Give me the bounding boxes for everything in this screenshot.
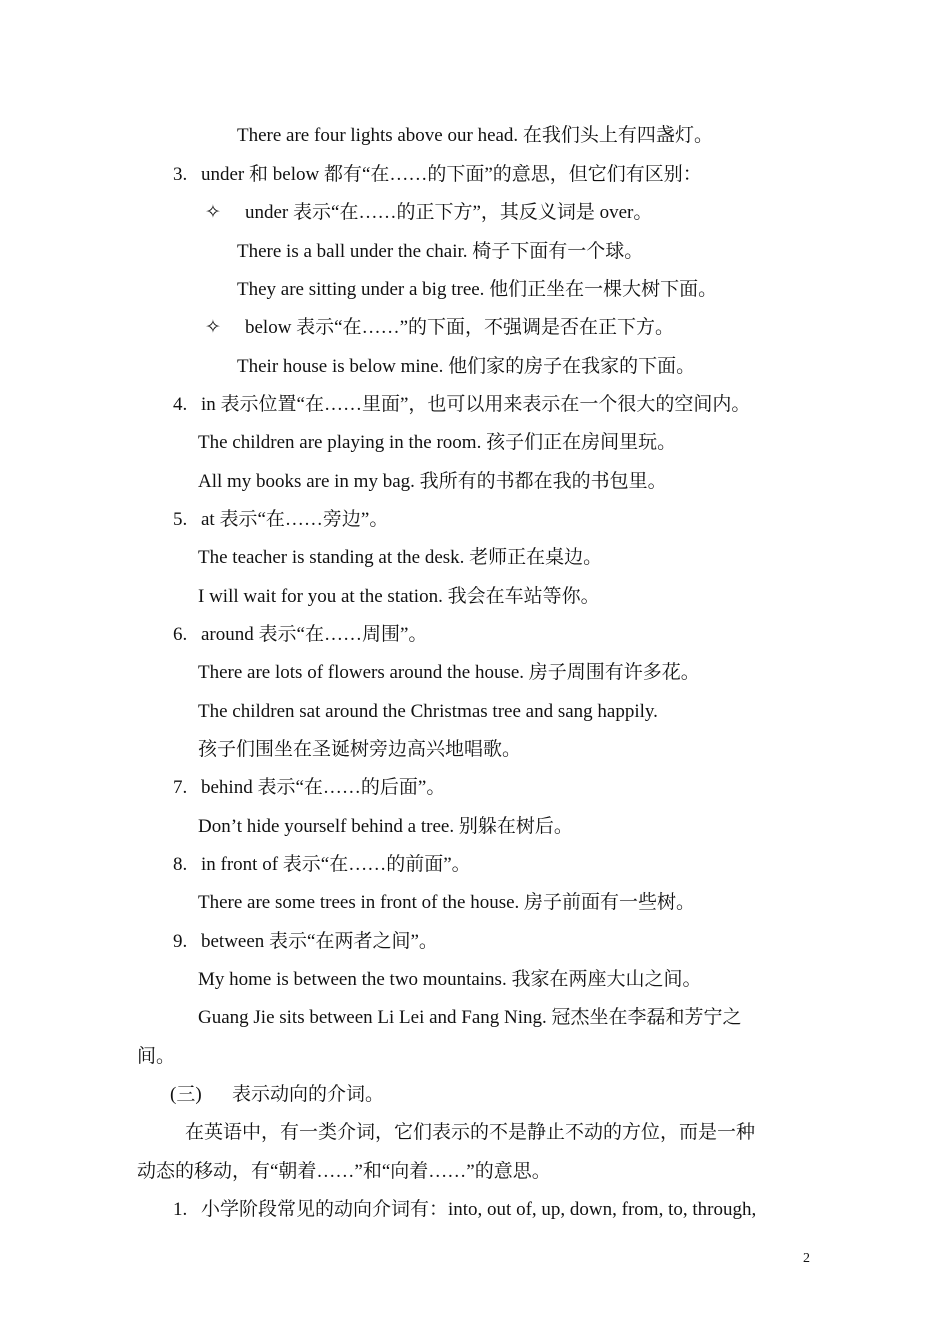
list-text: 小学阶段常见的动向介词有：into, out of, up, down, from, to, through, [201,1199,757,1220]
example-sentence: There are lots of flowers around the house. 房子周围有许多花。 [198,662,700,683]
sparkle-bullet-icon: ✧ [205,317,221,338]
example-sentence: Their house is below mine. 他们家的房子在我家的下面。 [237,356,696,377]
example-sentence: My home is between the two mountains. 我家在两座大山之间。 [198,969,702,990]
section-heading [170,1083,384,1107]
list-number: 5. [173,509,188,530]
list-number: 9. [173,931,188,952]
list-item-4 [173,393,750,417]
paragraph-line: 在英语中，有一类介词，它们表示的不是静止不动的方位，而是一种 [185,1122,756,1143]
bullet-below [205,316,674,340]
list-number: 7. [173,777,188,798]
example-sentence: There is a ball under the chair. 椅子下面有一个球。 [237,241,644,262]
example-translation: 孩子们围坐在圣诞树旁边高兴地唱歌。 [198,739,522,760]
list-number: 8. [173,854,188,875]
list-number: 4. [173,394,188,415]
list-text: at 表示“在……旁边”。 [201,509,389,530]
list-item-1 [173,1198,756,1222]
list-number: 6. [173,624,188,645]
bullet-text: below 表示“在……”的下面，不强调是否在正下方。 [245,317,675,338]
sparkle-bullet-icon: ✧ [205,202,221,223]
page-number: 2 [803,1251,810,1266]
list-text: behind 表示“在……的后面”。 [201,777,446,798]
example-sentence: The teacher is standing at the desk. 老师正在桌边。 [198,547,603,568]
list-item-7 [173,776,445,800]
example-sentence: They are sitting under a big tree. 他们正坐在一棵大树下面。 [237,279,718,300]
example-sentence: There are some trees in front of the house. 房子前面有一些树。 [198,892,696,913]
list-number: 3. [173,164,188,185]
list-text: in 表示位置“在……里面”，也可以用来表示在一个很大的空间内。 [201,394,751,415]
list-number: 1. [173,1199,188,1220]
example-sentence: All my books are in my bag. 我所有的书都在我的书包里。 [198,471,667,492]
paragraph-line: 动态的移动，有“朝着……”和“向着……”的意思。 [137,1161,551,1182]
bullet-under [205,201,652,225]
list-text: between 表示“在两者之间”。 [201,931,438,952]
list-item-8 [173,853,471,877]
example-sentence: The children sat around the Christmas tree and sang happily. [198,701,658,722]
list-text: in front of 表示“在……的前面”。 [201,854,471,875]
list-text: under 和 below 都有“在……的下面”的意思，但它们有区别： [201,164,702,185]
example-sentence: Guang Jie sits between Li Lei and Fang Ning. 冠杰坐在李磊和芳宁之 [198,1007,742,1028]
list-item-6 [173,623,427,647]
list-item-5 [173,508,388,532]
list-item-3 [173,163,702,187]
list-item-9 [173,930,438,954]
example-sentence: Don’t hide yourself behind a tree. 别躲在树后。 [198,816,573,837]
list-text: around 表示“在……周围”。 [201,624,428,645]
example-sentence: I will wait for you at the station. 我会在车站等你。 [198,586,600,607]
section-number: (三) [170,1084,202,1105]
example-sentence: There are four lights above our head. 在我们头上有四盏灯。 [237,125,713,146]
bullet-text: under 表示“在……的正下方”，其反义词是 over。 [245,202,653,223]
section-title: 表示动向的介词。 [232,1084,385,1105]
example-sentence: The children are playing in the room. 孩子们正在房间里玩。 [198,432,677,453]
example-sentence-continuation: 间。 [137,1046,176,1067]
